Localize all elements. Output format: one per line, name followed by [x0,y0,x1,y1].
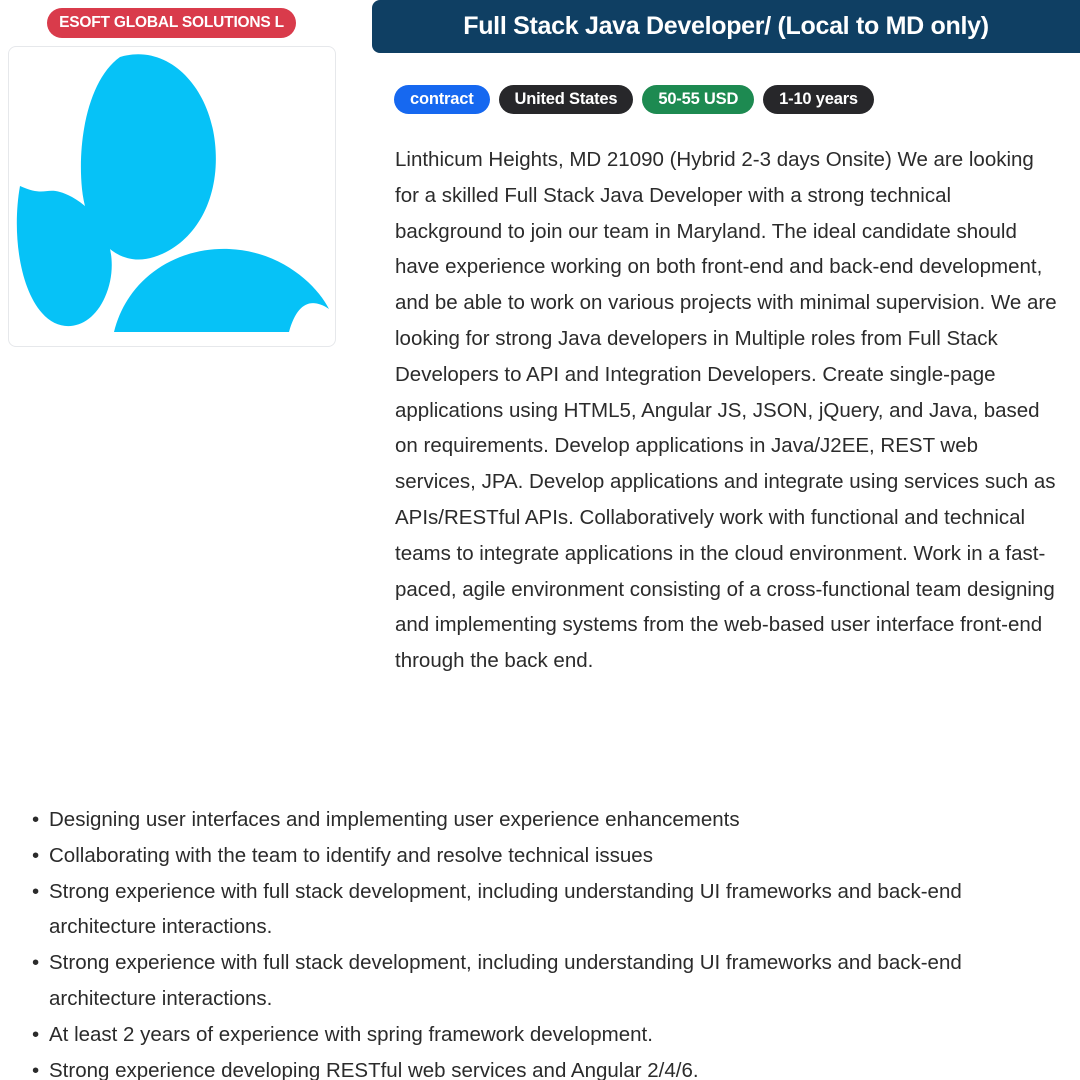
job-tag-row [372,53,1080,114]
tag-experience: 1-10 years [763,85,874,114]
list-item: • Strong experience with full stack development, including understanding UI frameworks and back-end architecture interactions. [32,874,1062,946]
list-item: • Collaborating with the team to identify and resolve technical issues [32,838,1062,874]
job-description: Linthicum Heights, MD 21090 (Hybrid 2-3 days Onsite) We are looking for a skilled Full Stack Java Developer with a strong technical background to join our team in Maryland. The ideal candidate should have experience working on both front-end and back-end development, and be able to work on various projects with minimal supervision. We are looking for strong Java developers in Multiple roles from Full Stack Developers to API and Integration Developers. Create single-page applications using HTML5, Angular JS, JSON, jQuery, and Java, based on requirements. Develop applications in Java/J2EE, REST web services, JPA. Develop applications and integrate using services such as APIs/RESTful APIs. Collaboratively work with functional and technical teams to integrate applications in the cloud environment. Work in a fast-paced, agile environment consisting of a cross-functional team designing and implementing systems from the web-based user interface front-end through the back end. [395,148,1057,673]
list-item: • Strong experience developing RESTful web services and Angular 2/4/6. [32,1053,1062,1080]
tag-salary: 50-55 USD [642,85,754,114]
requirements-section [0,802,1080,1080]
three-leaf-petal-logo-icon [9,47,336,347]
tag-employment-type: contract [394,85,490,114]
list-item: • Strong experience with full stack development, including understanding UI frameworks and back-end architecture interactions. [32,945,1062,1017]
company-name-badge: ESOFT GLOBAL SOLUTIONS L [47,8,296,38]
job-title: Full Stack Java Developer/ (Local to MD only) [463,12,989,40]
tag-location: United States [499,85,634,114]
requirements-list [32,802,1062,1080]
list-item: • Designing user interfaces and implementing user experience enhancements [32,802,1062,838]
list-item: • At least 2 years of experience with spring framework development. [32,1017,1062,1053]
company-panel [0,0,372,360]
job-detail-panel [372,0,1080,679]
job-title-bar [372,0,1080,53]
company-logo-card [8,46,336,347]
